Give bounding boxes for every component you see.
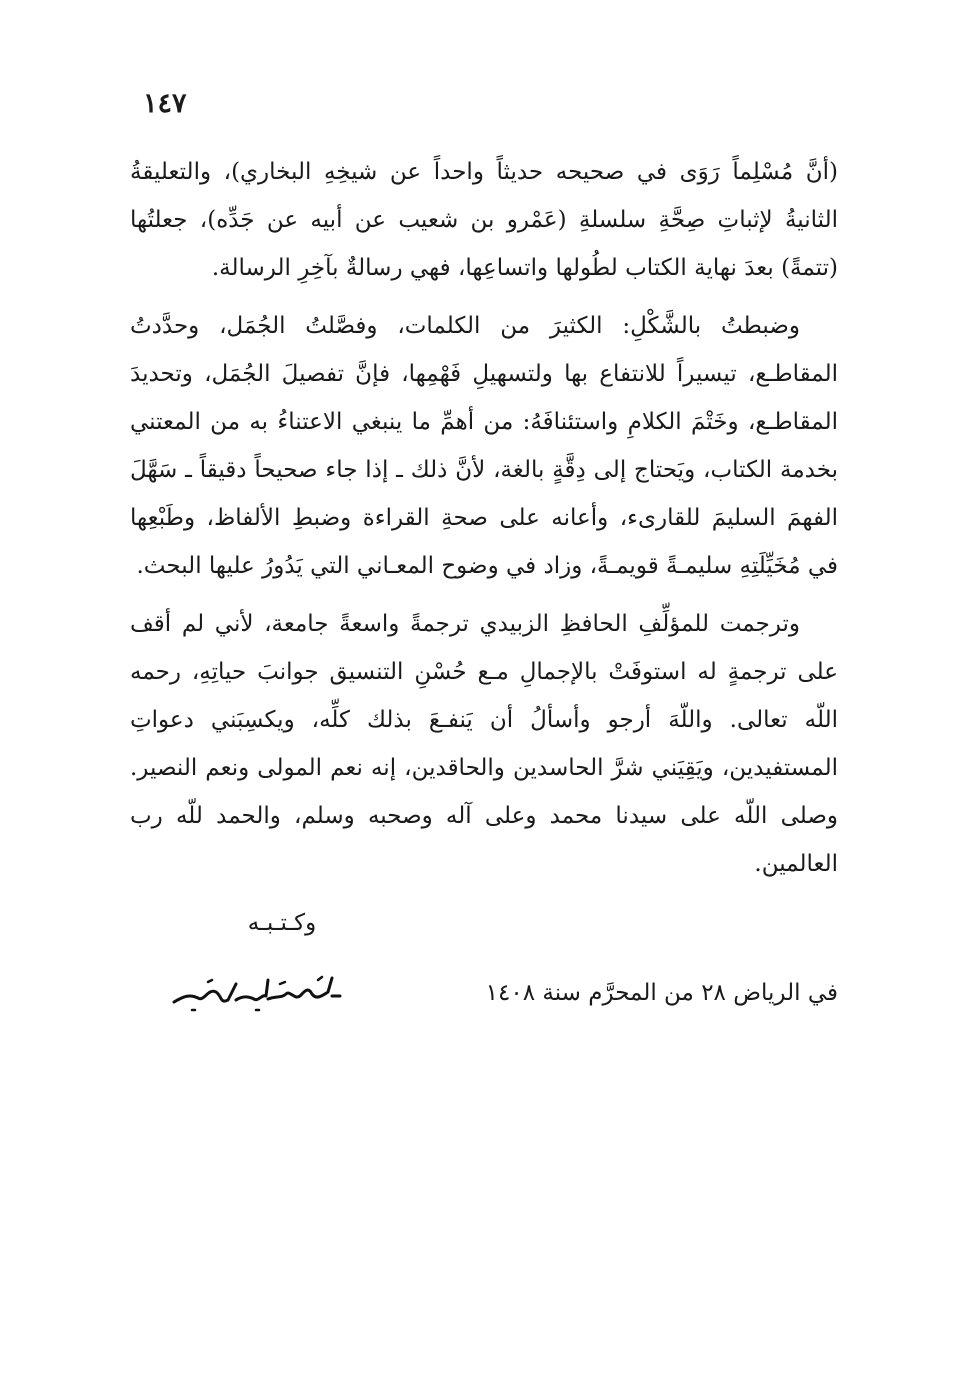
written-by-label: وكـتـبـه <box>247 910 317 936</box>
handwritten-signature <box>168 966 344 1016</box>
paragraph-1: (أنَّ مُسْلِماً رَوَى في صحيحه حديثاً واحداً عن شيخِهِ البخاري)، والتعليقةُ الثانيةُ لإثباتِ صِحَّةِ سلسلةِ (عَمْرو بن شعيب عن أبيه عن جَدِّه)، جعلتُها (تتمةً) بعدَ نهاية الكتاب لطُولها واتساعِها، فهي رسالةٌ بآخِرِ الرسالة. <box>130 159 838 281</box>
date-line: في الرياض ٢٨ من المحرَّم سنة ١٤٠٨ <box>485 980 838 1006</box>
paragraph-2: وضبطتُ بالشَّكْلِ: الكثيرَ من الكلمات، وفصَّلتُ الجُمَل، وحدَّدتُ المقاطـع، تيسيراً للانتفاع بها ولتسهيلِ فَهْمِها، فإنَّ تفصيلَ الجُمَل، وتحديدَ المقاطـع، وخَتْمَ الكلامِ واستئنافَهُ: من أهمِّ ما ينبغي الاعتناءُ به من المعتني بخدمة الكتاب، ويَحتاج إلى دِقَّةٍ بالغة، لأنَّ ذلك ـ إذا جاء صحيحاً دقيقاً ـ سَهَّلَ الفهمَ السليمَ للقارىء، وأعانه على صحةِ القراءة وضبطِ الألفاظ، وطَبْعِها في مُخَيِّلَتِهِ سليمـةً قويمـةً، وزاد في وضوح المعـاني التي يَدُورُ عليها البحث. <box>130 313 838 579</box>
body-text <box>130 148 838 888</box>
page-number: ١٤٧ <box>143 88 187 119</box>
paragraph-3: وترجمت للمؤلِّفِ الحافظِ الزبيدي ترجمةً واسعةً جامعة، لأني لم أقف على ترجمةٍ له استوفَتْ بالإجمالِ مـع حُسْنِ التنسيق جوانبَ حياتِهِ، رحمه اللّه تعالى. واللّهَ أرجو وأسألُ أن يَنفـعَ بذلك كلِّه، ويكسِبَني دعواتِ المستفيدين، ويَقِيَني شرَّ الحاسدين والحاقدين، إنه نعم المولى ونعم النصير. وصلى اللّه على سيدنا محمد وعلى آله وصحبه وسلم، والحمد للّه رب العالمين. <box>130 611 838 877</box>
